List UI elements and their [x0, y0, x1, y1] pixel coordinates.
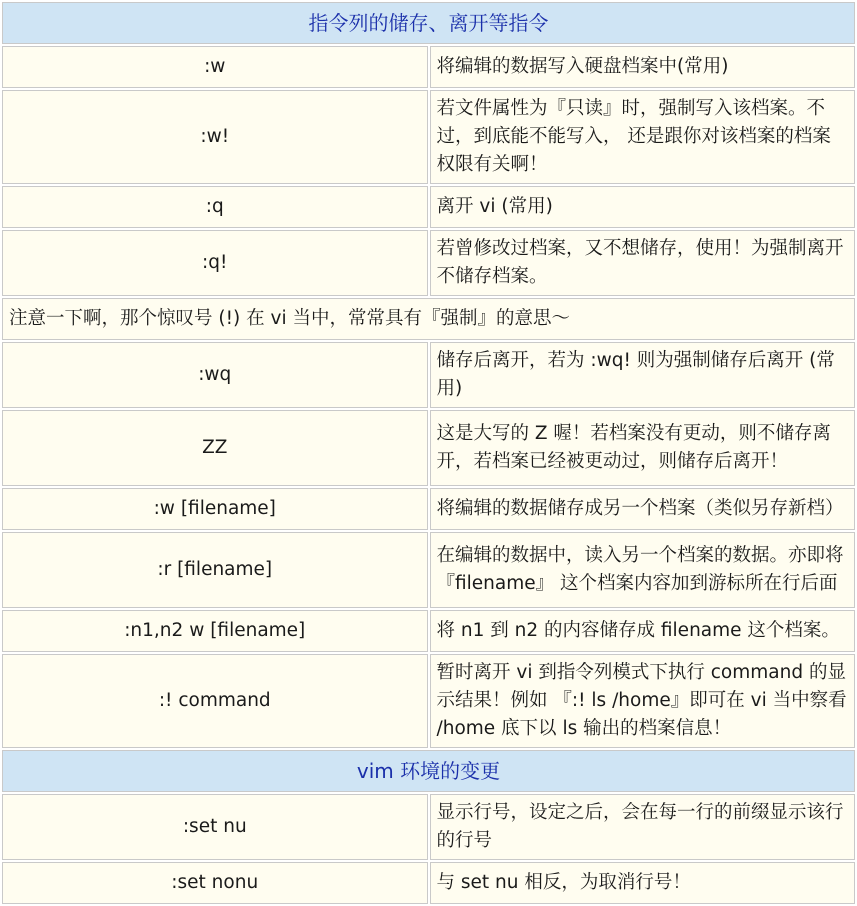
command-cell: :wq — [2, 342, 428, 408]
description-cell: 显示行号，设定之后，会在每一行的前缀显示该行的行号 — [430, 794, 856, 860]
description-cell: 储存后离开，若为 :wq! 则为强制储存后离开 (常用) — [430, 342, 856, 408]
description-cell: 将编辑的数据写入硬盘档案中(常用) — [430, 46, 856, 88]
command-cell: ZZ — [2, 410, 428, 486]
description-cell: 这是大写的 Z 喔！若档案没有更动，则不储存离开，若档案已经被更动过，则储存后离开！ — [430, 410, 856, 486]
command-cell: :q — [2, 186, 428, 228]
command-cell: :r [filename] — [2, 532, 428, 608]
command-cell: :w [filename] — [2, 488, 428, 530]
command-cell: :n1,n2 w [filename] — [2, 610, 428, 652]
section-header: vim 环境的变更 — [2, 750, 855, 792]
description-cell: 暂时离开 vi 到指令列模式下执行 command 的显示结果！例如 『:! ls /home』即可在 vi 当中察看 /home 底下以 ls 输出的档案信息！ — [430, 654, 856, 748]
description-cell: 与 set nu 相反，为取消行号！ — [430, 862, 856, 904]
section-header: 指令列的储存、离开等指令 — [2, 2, 855, 44]
command-cell: :w! — [2, 90, 428, 184]
command-cell: :set nonu — [2, 862, 428, 904]
description-cell: 在编辑的数据中，读入另一个档案的数据。亦即将 『filename』 这个档案内容加到游标所在行后面 — [430, 532, 856, 608]
note-row: 注意一下啊，那个惊叹号 (!) 在 vi 当中，常常具有『强制』的意思～ — [2, 298, 855, 340]
description-cell: 将编辑的数据储存成另一个档案（类似另存新档） — [430, 488, 856, 530]
command-cell: :set nu — [2, 794, 428, 860]
command-cell: :! command — [2, 654, 428, 748]
command-cell: :w — [2, 46, 428, 88]
description-cell: 离开 vi (常用) — [430, 186, 856, 228]
description-cell: 将 n1 到 n2 的内容储存成 filename 这个档案。 — [430, 610, 856, 652]
description-cell: 若曾修改过档案，又不想储存，使用！为强制离开不储存档案。 — [430, 230, 856, 296]
command-cell: :q! — [2, 230, 428, 296]
description-cell: 若文件属性为『只读』时，强制写入该档案。不过，到底能不能写入， 还是跟你对该档案的档案权限有关啊！ — [430, 90, 856, 184]
